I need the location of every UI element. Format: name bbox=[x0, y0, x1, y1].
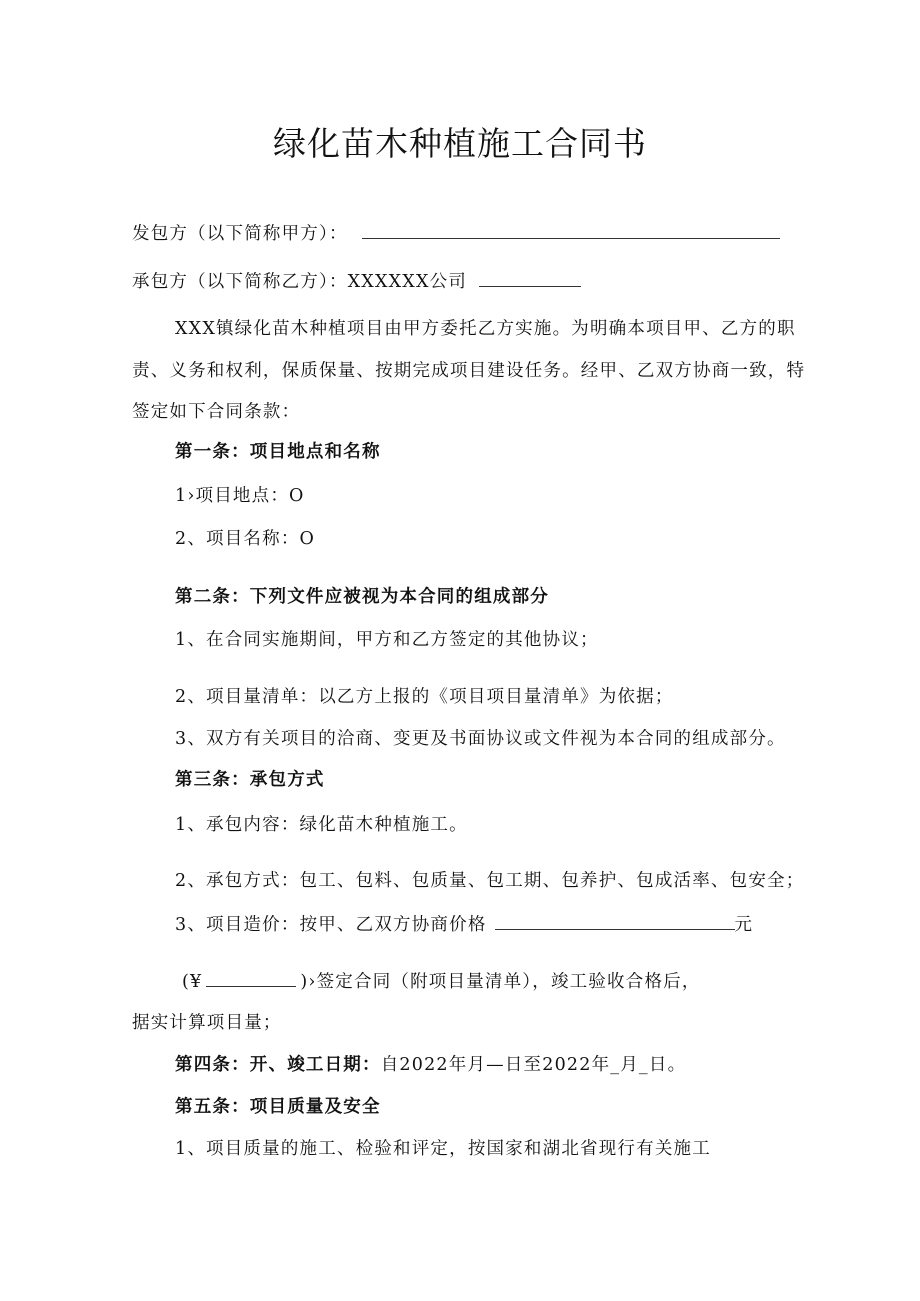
article-3-heading: 第三条：承包方式 bbox=[175, 770, 325, 790]
article-1-item-2: 2、项目名称：O bbox=[175, 529, 316, 549]
price-blank bbox=[495, 928, 735, 930]
article-2-item-2: 2、项目量清单：以乙方上报的《项目项目量清单》为依据； bbox=[175, 687, 674, 707]
article-2-item-3: 3、双方有关项目的洽商、变更及书面协议或文件视为本合同的组成部分。 bbox=[175, 729, 786, 749]
article-4-line bbox=[175, 1057, 686, 1075]
party-b-line bbox=[132, 274, 581, 292]
party-a-label: 发包方（以下简称甲方）： bbox=[132, 224, 348, 244]
article-1-heading: 第一条：项目地点和名称 bbox=[175, 442, 381, 462]
party-a-line bbox=[132, 226, 780, 244]
price-number-prefix: (¥ bbox=[182, 972, 203, 992]
article-3-item-1: 1、承包内容：绿化苗木种植施工。 bbox=[175, 815, 468, 835]
article-2-item-1: 1、在合同实施期间，甲方和乙方签定的其他协议； bbox=[175, 630, 599, 650]
article-5-heading: 第五条：项目质量及安全 bbox=[175, 1097, 381, 1117]
price-prefix: 3、项目造价：按甲、乙双方协商价格 bbox=[175, 915, 487, 935]
party-b-label: 承包方（以下简称乙方）：XXXXXX公司 bbox=[132, 272, 467, 292]
price-number-blank bbox=[206, 985, 296, 987]
intro-line-2: 责、义务和权利，保质保量、按期完成项目建设任务。经甲、乙双方协商一致，特 bbox=[132, 361, 806, 381]
party-b-blank bbox=[479, 285, 581, 287]
document-title: 绿化苗木种植施工合同书 bbox=[273, 124, 647, 163]
article-2-heading: 第二条：下列文件应被视为本合同的组成部分 bbox=[175, 587, 549, 607]
intro-line-1: XXX镇绿化苗木种植项目由甲方委托乙方实施。为明确本项目甲、乙方的职 bbox=[175, 319, 796, 339]
party-a-blank bbox=[362, 237, 780, 239]
intro-line-3: 签定如下合同条款： bbox=[132, 402, 301, 422]
article-4-text: 自2022年月—日至2022年_月_日。 bbox=[380, 1055, 687, 1075]
article-4-heading: 第四条：开、竣工日期： bbox=[175, 1055, 381, 1075]
article-3-item-2: 2、承包方式：包工、包料、包质量、包工期、包养护、包成活率、包安全； bbox=[175, 871, 805, 891]
price-number-line bbox=[182, 974, 701, 992]
price-line-2: 据实计算项目量； bbox=[132, 1013, 282, 1033]
price-unit: 元 bbox=[734, 915, 754, 935]
article-5-item-1: 1、项目质量的施工、检验和评定，按国家和湖北省现行有关施工 bbox=[175, 1139, 711, 1159]
price-number-suffix: )›签定合同（附项目量清单），竣工验收合格后， bbox=[300, 972, 701, 992]
article-3-item-3 bbox=[175, 917, 753, 935]
article-1-item-1: 1›项目地点：O bbox=[175, 486, 305, 506]
